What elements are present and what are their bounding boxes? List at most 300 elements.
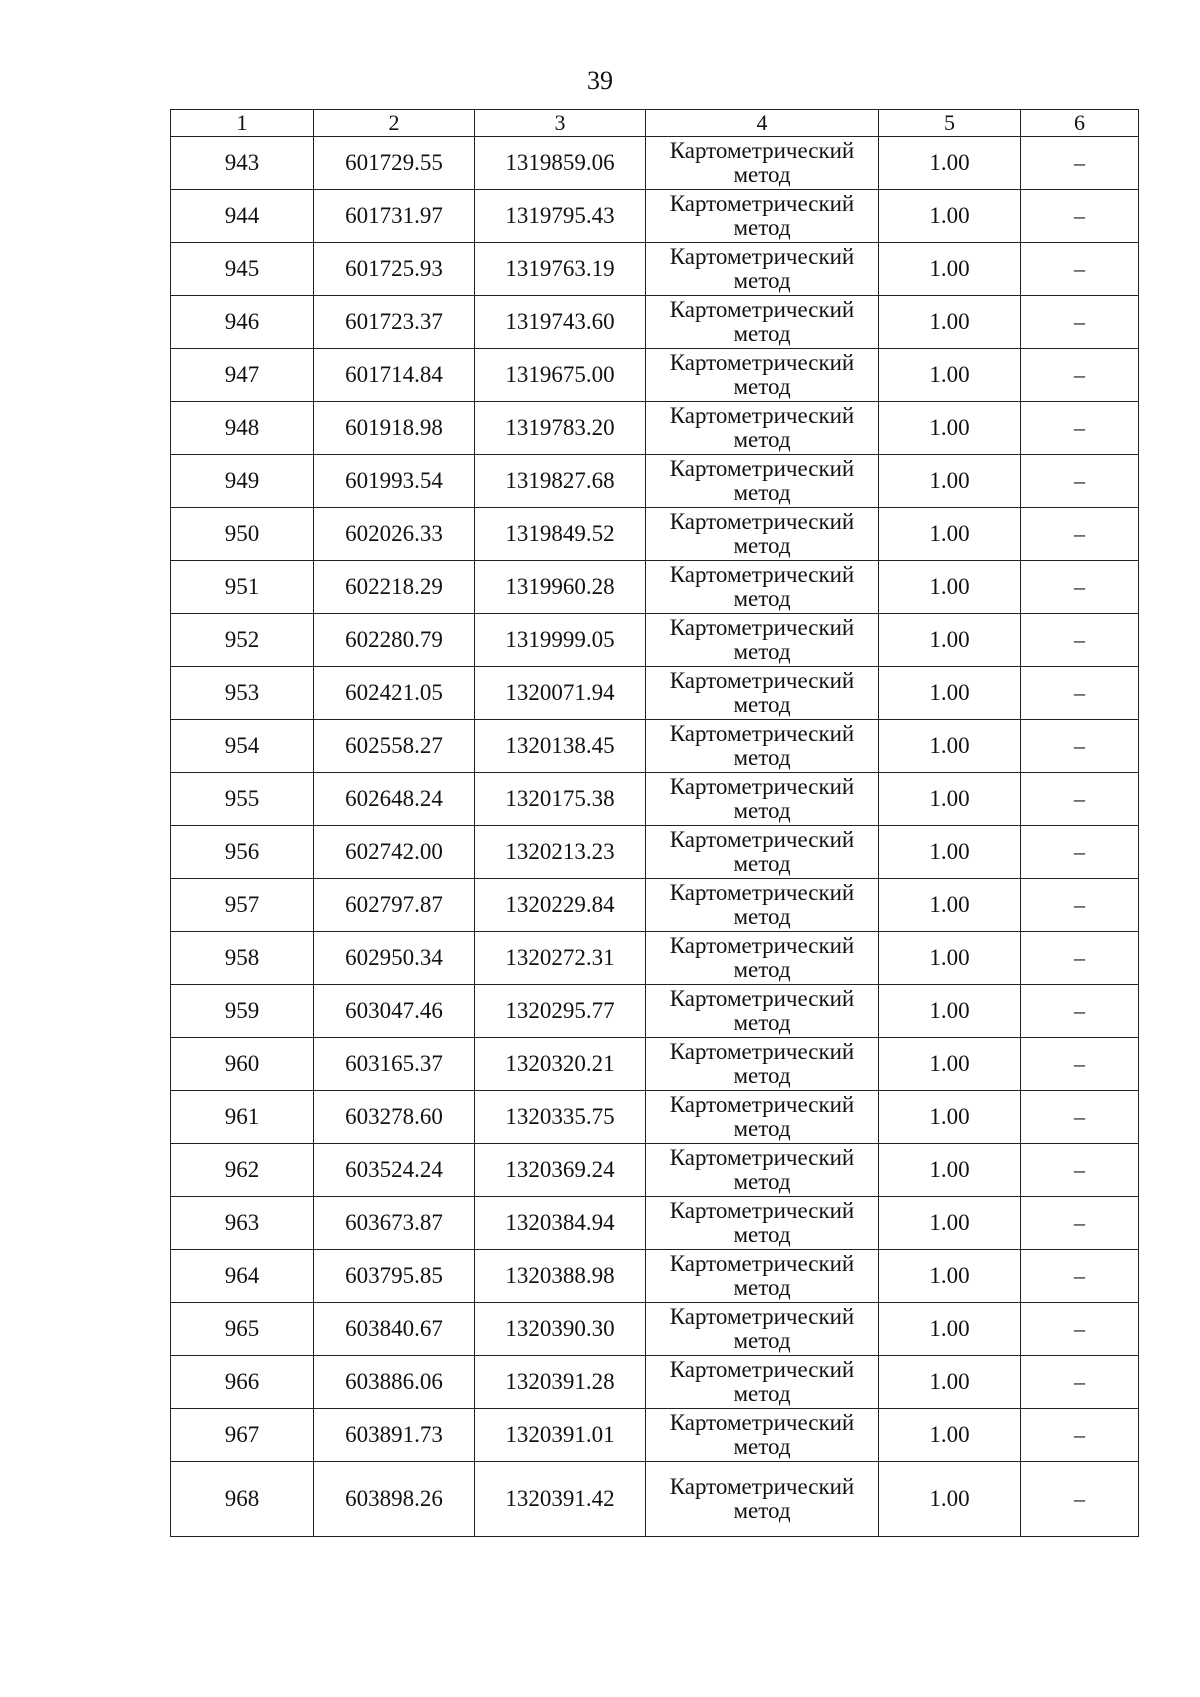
method-cell [646, 932, 879, 985]
dash-text: – [1074, 680, 1085, 705]
table-row [171, 1409, 1139, 1462]
method-text: Картометрический метод [669, 1357, 855, 1406]
x-coordinate-cell [314, 1091, 475, 1144]
accuracy-cell [879, 137, 1021, 190]
method-cell [646, 1197, 879, 1250]
table-row [171, 455, 1139, 508]
y-coordinate-cell [475, 561, 646, 614]
cell-text: 943 [224, 150, 260, 175]
point-number-cell [171, 720, 314, 773]
cell-text: 1.00 [929, 468, 970, 493]
cell-text: 1.00 [929, 998, 970, 1023]
point-number-cell [171, 561, 314, 614]
y-coordinate-cell [475, 879, 646, 932]
dash-text: – [1074, 574, 1085, 599]
note-cell [1021, 1462, 1139, 1537]
note-cell [1021, 243, 1139, 296]
cell-text: 964 [224, 1263, 260, 1288]
table-row [171, 1038, 1139, 1091]
cell-text: 1.00 [929, 521, 970, 546]
table-row [171, 1303, 1139, 1356]
cell-text: 601729.55 [345, 150, 443, 175]
method-text: Картометрический метод [669, 1474, 855, 1523]
dash-text: – [1074, 309, 1085, 334]
dash-text: – [1074, 1157, 1085, 1182]
cell-text: 1319763.19 [505, 256, 615, 281]
y-coordinate-cell [475, 720, 646, 773]
cell-text: 957 [224, 892, 260, 917]
cell-text: 1.00 [929, 1422, 970, 1447]
cell-text: 1320071.94 [505, 680, 615, 705]
x-coordinate-cell [314, 1197, 475, 1250]
dash-text: – [1074, 521, 1085, 546]
cell-text: 602797.87 [345, 892, 443, 917]
accuracy-cell [879, 1250, 1021, 1303]
method-cell [646, 455, 879, 508]
method-cell [646, 349, 879, 402]
point-number-cell [171, 349, 314, 402]
point-number-cell [171, 1409, 314, 1462]
cell-text: 967 [224, 1422, 260, 1447]
note-cell [1021, 190, 1139, 243]
accuracy-cell [879, 296, 1021, 349]
note-cell [1021, 773, 1139, 826]
cell-text: 958 [224, 945, 260, 970]
accuracy-cell [879, 1144, 1021, 1197]
x-coordinate-cell [314, 1038, 475, 1091]
cell-text: 602218.29 [345, 574, 443, 599]
method-text: Картометрический метод [669, 615, 855, 664]
cell-text: 601993.54 [345, 468, 443, 493]
dash-text: – [1074, 892, 1085, 917]
y-coordinate-cell [475, 773, 646, 826]
method-cell [646, 296, 879, 349]
method-text: Картометрический метод [669, 403, 855, 452]
accuracy-cell [879, 773, 1021, 826]
dash-text: – [1074, 1210, 1085, 1235]
y-coordinate-cell [475, 614, 646, 667]
x-coordinate-cell [314, 349, 475, 402]
note-cell [1021, 1038, 1139, 1091]
y-coordinate-cell [475, 1250, 646, 1303]
cell-text: 1.00 [929, 1263, 970, 1288]
y-coordinate-cell [475, 1303, 646, 1356]
cell-text: 1.00 [929, 1486, 970, 1511]
cell-text: 1320388.98 [505, 1263, 615, 1288]
table-row [171, 190, 1139, 243]
note-cell [1021, 932, 1139, 985]
cell-text: 952 [224, 627, 260, 652]
point-number-cell [171, 1038, 314, 1091]
dash-text: – [1074, 1263, 1085, 1288]
cell-text: 954 [224, 733, 260, 758]
method-cell [646, 190, 879, 243]
cell-text: 951 [224, 574, 260, 599]
x-coordinate-cell [314, 561, 475, 614]
note-cell [1021, 667, 1139, 720]
cell-text: 603795.85 [345, 1263, 443, 1288]
dash-text: – [1074, 945, 1085, 970]
note-cell [1021, 720, 1139, 773]
note-cell [1021, 137, 1139, 190]
table-row [171, 137, 1139, 190]
cell-text: 1320320.21 [505, 1051, 615, 1076]
cell-text: 603673.87 [345, 1210, 443, 1235]
accuracy-cell [879, 985, 1021, 1038]
cell-text: 947 [224, 362, 260, 387]
y-coordinate-cell [475, 932, 646, 985]
cell-text: 603047.46 [345, 998, 443, 1023]
method-cell [646, 1144, 879, 1197]
method-text: Картометрический метод [669, 138, 855, 187]
point-number-cell [171, 985, 314, 1038]
point-number-cell [171, 137, 314, 190]
table-row [171, 773, 1139, 826]
note-cell [1021, 1303, 1139, 1356]
y-coordinate-cell [475, 296, 646, 349]
note-cell [1021, 985, 1139, 1038]
accuracy-cell [879, 561, 1021, 614]
table-header-row [171, 110, 1139, 137]
method-text: Картометрический метод [669, 1304, 855, 1353]
dash-text: – [1074, 733, 1085, 758]
note-cell [1021, 1197, 1139, 1250]
cell-text: 956 [224, 839, 260, 864]
cell-text: 602558.27 [345, 733, 443, 758]
method-cell [646, 985, 879, 1038]
cell-text: 1319999.05 [505, 627, 615, 652]
accuracy-cell [879, 402, 1021, 455]
cell-text: 1320391.01 [505, 1422, 615, 1447]
cell-text: 602026.33 [345, 521, 443, 546]
y-coordinate-cell [475, 667, 646, 720]
cell-text: 1.00 [929, 1210, 970, 1235]
cell-text: 1320175.38 [505, 786, 615, 811]
dash-text: – [1074, 1369, 1085, 1394]
column-header: 6 [1021, 110, 1139, 137]
method-cell [646, 614, 879, 667]
cell-text: 603840.67 [345, 1316, 443, 1341]
cell-text: 602648.24 [345, 786, 443, 811]
method-text: Картометрический метод [669, 986, 855, 1035]
cell-text: 1319859.06 [505, 150, 615, 175]
cell-text: 1.00 [929, 574, 970, 599]
accuracy-cell [879, 1197, 1021, 1250]
table-row [171, 1356, 1139, 1409]
table-row [171, 1250, 1139, 1303]
method-cell [646, 1250, 879, 1303]
dash-text: – [1074, 1422, 1085, 1447]
method-text: Картометрический метод [669, 562, 855, 611]
x-coordinate-cell [314, 137, 475, 190]
cell-text: 965 [224, 1316, 260, 1341]
cell-text: 601723.37 [345, 309, 443, 334]
cell-text: 1.00 [929, 945, 970, 970]
table-row [171, 720, 1139, 773]
accuracy-cell [879, 508, 1021, 561]
cell-text: 968 [224, 1486, 260, 1511]
column-header: 4 [646, 110, 879, 137]
table-row [171, 1462, 1139, 1537]
method-cell [646, 879, 879, 932]
y-coordinate-cell [475, 985, 646, 1038]
point-number-cell [171, 402, 314, 455]
method-cell [646, 1091, 879, 1144]
y-coordinate-cell [475, 1356, 646, 1409]
x-coordinate-cell [314, 402, 475, 455]
method-cell [646, 402, 879, 455]
accuracy-cell [879, 826, 1021, 879]
method-text: Картометрический метод [669, 1198, 855, 1247]
x-coordinate-cell [314, 1250, 475, 1303]
cell-text: 1320391.28 [505, 1369, 615, 1394]
cell-text: 944 [224, 203, 260, 228]
point-number-cell [171, 614, 314, 667]
dash-text: – [1074, 256, 1085, 281]
method-text: Картометрический метод [669, 880, 855, 929]
coordinates-table [170, 109, 1139, 1537]
point-number-cell [171, 243, 314, 296]
accuracy-cell [879, 614, 1021, 667]
point-number-cell [171, 1091, 314, 1144]
method-cell [646, 243, 879, 296]
table-row [171, 985, 1139, 1038]
dash-text: – [1074, 203, 1085, 228]
cell-text: 602280.79 [345, 627, 443, 652]
method-text: Картометрический метод [669, 1145, 855, 1194]
cell-text: 1320272.31 [505, 945, 615, 970]
cell-text: 948 [224, 415, 260, 440]
cell-text: 1.00 [929, 839, 970, 864]
y-coordinate-cell [475, 508, 646, 561]
y-coordinate-cell [475, 243, 646, 296]
cell-text: 603524.24 [345, 1157, 443, 1182]
point-number-cell [171, 1356, 314, 1409]
cell-text: 1.00 [929, 150, 970, 175]
x-coordinate-cell [314, 508, 475, 561]
method-cell [646, 137, 879, 190]
cell-text: 1320369.24 [505, 1157, 615, 1182]
y-coordinate-cell [475, 190, 646, 243]
y-coordinate-cell [475, 826, 646, 879]
method-cell [646, 1038, 879, 1091]
column-header: 1 [171, 110, 314, 137]
cell-text: 1.00 [929, 203, 970, 228]
x-coordinate-cell [314, 1303, 475, 1356]
cell-text: 961 [224, 1104, 260, 1129]
cell-text: 963 [224, 1210, 260, 1235]
note-cell [1021, 508, 1139, 561]
note-cell [1021, 402, 1139, 455]
accuracy-cell [879, 190, 1021, 243]
cell-text: 1319743.60 [505, 309, 615, 334]
method-text: Картометрический метод [669, 668, 855, 717]
cell-text: 1.00 [929, 680, 970, 705]
y-coordinate-cell [475, 1462, 646, 1537]
method-text: Картометрический метод [669, 1251, 855, 1300]
cell-text: 1.00 [929, 1369, 970, 1394]
method-text: Картометрический метод [669, 297, 855, 346]
point-number-cell [171, 190, 314, 243]
note-cell [1021, 614, 1139, 667]
cell-text: 1320295.77 [505, 998, 615, 1023]
cell-text: 1.00 [929, 309, 970, 334]
table-row [171, 296, 1139, 349]
x-coordinate-cell [314, 243, 475, 296]
method-text: Картометрический метод [669, 774, 855, 823]
cell-text: 1.00 [929, 415, 970, 440]
cell-text: 1320390.30 [505, 1316, 615, 1341]
table-row [171, 349, 1139, 402]
y-coordinate-cell [475, 402, 646, 455]
cell-text: 1.00 [929, 892, 970, 917]
cell-text: 1.00 [929, 786, 970, 811]
cell-text: 945 [224, 256, 260, 281]
note-cell [1021, 349, 1139, 402]
x-coordinate-cell [314, 773, 475, 826]
note-cell [1021, 1409, 1139, 1462]
cell-text: 1320391.42 [505, 1486, 615, 1511]
method-text: Картометрический метод [669, 456, 855, 505]
accuracy-cell [879, 1303, 1021, 1356]
table-body [171, 137, 1139, 1537]
x-coordinate-cell [314, 1356, 475, 1409]
method-cell [646, 1462, 879, 1537]
note-cell [1021, 879, 1139, 932]
point-number-cell [171, 667, 314, 720]
cell-text: 602742.00 [345, 839, 443, 864]
dash-text: – [1074, 150, 1085, 175]
method-cell [646, 826, 879, 879]
note-cell [1021, 296, 1139, 349]
cell-text: 1319783.20 [505, 415, 615, 440]
x-coordinate-cell [314, 1462, 475, 1537]
note-cell [1021, 1144, 1139, 1197]
cell-text: 950 [224, 521, 260, 546]
method-text: Картометрический метод [669, 933, 855, 982]
table-row [171, 402, 1139, 455]
column-header: 5 [879, 110, 1021, 137]
table-row [171, 826, 1139, 879]
point-number-cell [171, 1303, 314, 1356]
point-number-cell [171, 879, 314, 932]
x-coordinate-cell [314, 296, 475, 349]
x-coordinate-cell [314, 826, 475, 879]
cell-text: 1320138.45 [505, 733, 615, 758]
method-text: Картометрический метод [669, 721, 855, 770]
cell-text: 603165.37 [345, 1051, 443, 1076]
y-coordinate-cell [475, 455, 646, 508]
note-cell [1021, 1091, 1139, 1144]
cell-text: 1319960.28 [505, 574, 615, 599]
column-header: 3 [475, 110, 646, 137]
accuracy-cell [879, 1038, 1021, 1091]
dash-text: – [1074, 627, 1085, 652]
method-text: Картометрический метод [669, 350, 855, 399]
point-number-cell [171, 1144, 314, 1197]
x-coordinate-cell [314, 720, 475, 773]
method-cell [646, 720, 879, 773]
accuracy-cell [879, 1462, 1021, 1537]
cell-text: 962 [224, 1157, 260, 1182]
cell-text: 602421.05 [345, 680, 443, 705]
cell-text: 1319795.43 [505, 203, 615, 228]
method-text: Картометрический метод [669, 244, 855, 293]
accuracy-cell [879, 349, 1021, 402]
cell-text: 603278.60 [345, 1104, 443, 1129]
cell-text: 603886.06 [345, 1369, 443, 1394]
cell-text: 1.00 [929, 1157, 970, 1182]
method-cell [646, 508, 879, 561]
cell-text: 959 [224, 998, 260, 1023]
method-cell [646, 773, 879, 826]
accuracy-cell [879, 1091, 1021, 1144]
cell-text: 1.00 [929, 362, 970, 387]
method-cell [646, 1356, 879, 1409]
x-coordinate-cell [314, 985, 475, 1038]
x-coordinate-cell [314, 667, 475, 720]
cell-text: 955 [224, 786, 260, 811]
y-coordinate-cell [475, 1038, 646, 1091]
method-text: Картометрический метод [669, 827, 855, 876]
cell-text: 966 [224, 1369, 260, 1394]
point-number-cell [171, 1462, 314, 1537]
point-number-cell [171, 826, 314, 879]
cell-text: 953 [224, 680, 260, 705]
cell-text: 603891.73 [345, 1422, 443, 1447]
note-cell [1021, 561, 1139, 614]
point-number-cell [171, 773, 314, 826]
y-coordinate-cell [475, 1197, 646, 1250]
method-text: Картометрический метод [669, 191, 855, 240]
table-row [171, 243, 1139, 296]
method-text: Картометрический метод [669, 1039, 855, 1088]
x-coordinate-cell [314, 1409, 475, 1462]
table-row [171, 561, 1139, 614]
cell-text: 601714.84 [345, 362, 443, 387]
method-text: Картометрический метод [669, 509, 855, 558]
column-header: 2 [314, 110, 475, 137]
method-cell [646, 561, 879, 614]
cell-text: 949 [224, 468, 260, 493]
method-text: Картометрический метод [669, 1410, 855, 1459]
accuracy-cell [879, 455, 1021, 508]
note-cell [1021, 455, 1139, 508]
cell-text: 602950.34 [345, 945, 443, 970]
cell-text: 1320229.84 [505, 892, 615, 917]
accuracy-cell [879, 720, 1021, 773]
page-number: 39 [587, 66, 613, 95]
cell-text: 1319827.68 [505, 468, 615, 493]
method-text: Картометрический метод [669, 1092, 855, 1141]
y-coordinate-cell [475, 349, 646, 402]
accuracy-cell [879, 243, 1021, 296]
x-coordinate-cell [314, 879, 475, 932]
y-coordinate-cell [475, 1144, 646, 1197]
note-cell [1021, 1356, 1139, 1409]
dash-text: – [1074, 362, 1085, 387]
point-number-cell [171, 508, 314, 561]
cell-text: 1.00 [929, 1316, 970, 1341]
cell-text: 1.00 [929, 627, 970, 652]
point-number-cell [171, 455, 314, 508]
cell-text: 1319675.00 [505, 362, 615, 387]
dash-text: – [1074, 786, 1085, 811]
x-coordinate-cell [314, 614, 475, 667]
y-coordinate-cell [475, 137, 646, 190]
cell-text: 601725.93 [345, 256, 443, 281]
table-row [171, 1144, 1139, 1197]
